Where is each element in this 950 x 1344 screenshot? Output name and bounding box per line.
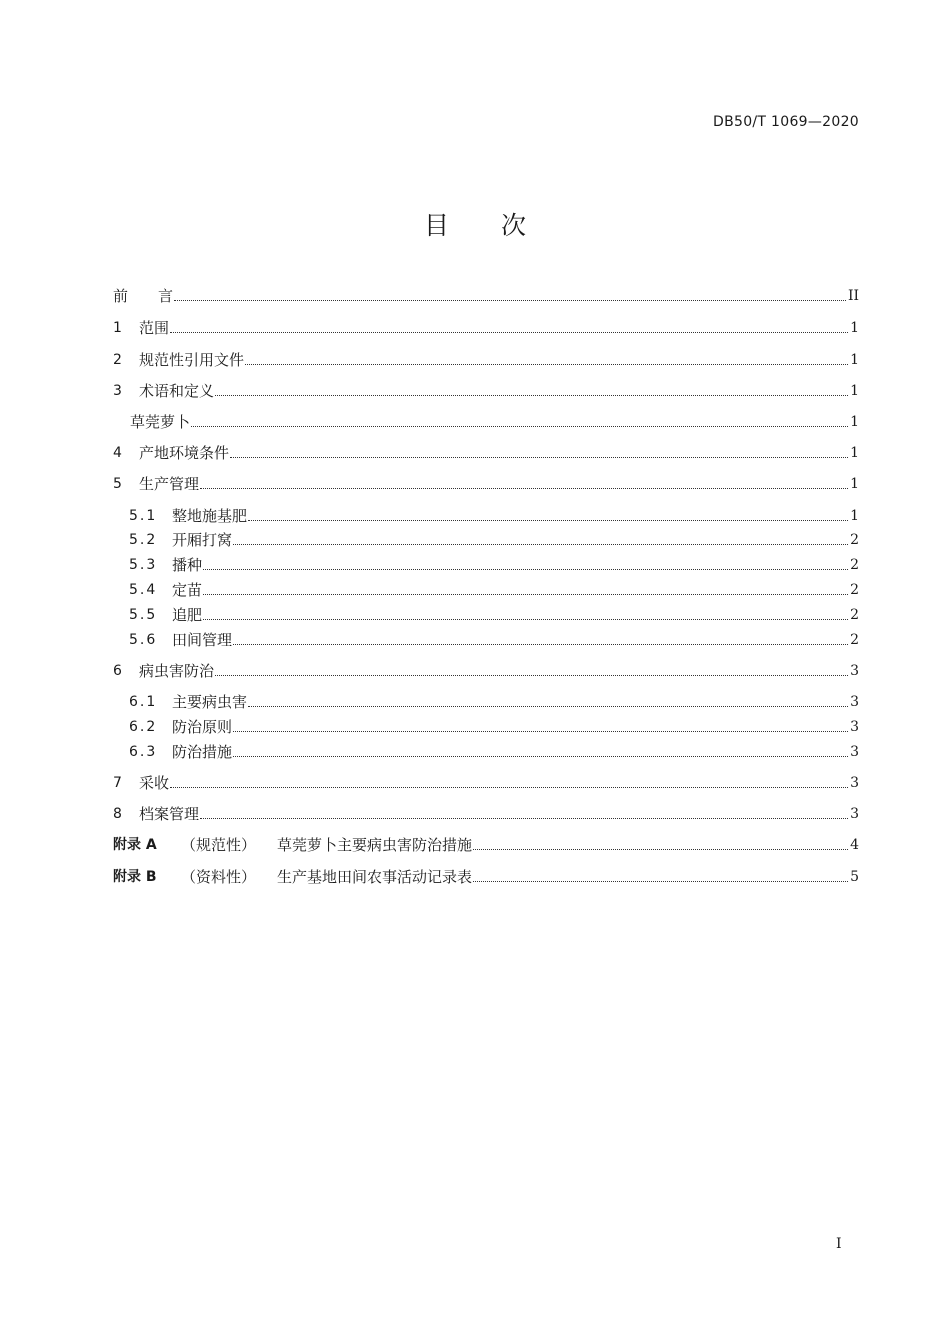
toc-number: 2 [113, 352, 122, 368]
toc-label: 防治措施 [172, 743, 233, 761]
toc-entry-6-1[interactable] [113, 692, 859, 712]
toc-label: 主要病虫害 [172, 693, 248, 711]
toc-page: 2 [850, 607, 859, 623]
toc-label: 生产基地田间农事活动记录表 [277, 868, 473, 886]
toc-entry-4[interactable] [113, 443, 859, 463]
toc-page: 3 [850, 775, 859, 791]
toc-label: 草莞萝卜主要病虫害防治措施 [277, 836, 473, 854]
title-char-2: 次 [501, 211, 527, 240]
toc-entry-7[interactable] [113, 773, 859, 793]
appendix-type: （规范性） [181, 836, 257, 854]
toc-label: 范围 [139, 319, 170, 337]
toc-label: 规范性引用文件 [139, 351, 245, 369]
toc-entry-5-6[interactable] [113, 630, 859, 650]
leader-dots [200, 818, 848, 819]
toc-number: 5.5 [129, 607, 158, 623]
page-number: I [836, 1236, 842, 1252]
toc-entry-2[interactable] [113, 350, 859, 370]
toc-label: 档案管理 [139, 805, 200, 823]
toc-number: 6.3 [129, 744, 158, 760]
toc-entry-5-5[interactable] [113, 605, 859, 625]
toc-label: 生产管理 [139, 475, 200, 493]
leader-dots [233, 544, 848, 545]
toc-page: 2 [850, 532, 859, 548]
toc-number: 5.6 [129, 632, 158, 648]
toc-page: 1 [850, 445, 859, 461]
leader-dots [191, 426, 848, 427]
toc-number: 5.1 [129, 508, 158, 524]
toc-label: 防治原则 [172, 718, 233, 736]
leader-dots [170, 332, 848, 333]
toc-label: 草莞萝卜 [130, 413, 191, 431]
toc-number: 5.2 [129, 532, 158, 548]
toc-page: 1 [850, 320, 859, 336]
toc-page: II [847, 288, 859, 304]
toc-label: 定苗 [172, 581, 203, 599]
toc-number: 7 [113, 775, 122, 791]
toc-entry-5-1[interactable] [113, 506, 859, 526]
toc-label: 播种 [172, 556, 203, 574]
toc-label: 田间管理 [172, 631, 233, 649]
toc-label: 病虫害防治 [139, 662, 215, 680]
toc-number: 6.2 [129, 719, 158, 735]
leader-dots [203, 619, 848, 620]
toc-entry-3-term[interactable] [113, 412, 859, 432]
toc-page: 1 [850, 352, 859, 368]
toc-label: 术语和定义 [139, 382, 215, 400]
page-title [0, 206, 950, 242]
toc-label: 前 言 [113, 287, 174, 305]
toc-entry-6[interactable] [113, 661, 859, 681]
document-code: DB50/T 1069—2020 [713, 114, 859, 130]
toc-page: 1 [850, 508, 859, 524]
toc-entry-3[interactable] [113, 381, 859, 401]
toc-entry-5-3[interactable] [113, 555, 859, 575]
toc-label: 整地施基肥 [172, 507, 248, 525]
toc-number: 1 [113, 320, 122, 336]
toc-page: 3 [850, 719, 859, 735]
toc-page: 3 [850, 663, 859, 679]
leader-dots [473, 881, 848, 882]
appendix-tag: 附录 A [113, 837, 157, 853]
toc-number: 5 [113, 476, 122, 492]
toc-entry-5-2[interactable] [113, 530, 859, 550]
appendix-tag: 附录 B [113, 869, 157, 885]
toc-number: 6 [113, 663, 122, 679]
toc-page: 2 [850, 582, 859, 598]
toc-page: 3 [850, 744, 859, 760]
leader-dots [230, 457, 848, 458]
toc-entry-appendix-a[interactable] [113, 835, 859, 855]
title-char-1: 目 [423, 211, 449, 240]
leader-dots [215, 675, 848, 676]
toc-page: 2 [850, 632, 859, 648]
leader-dots [248, 706, 848, 707]
leader-dots [203, 569, 848, 570]
leader-dots [200, 488, 848, 489]
appendix-type: （资料性） [181, 868, 257, 886]
toc-number: 3 [113, 383, 122, 399]
toc-label: 产地环境条件 [139, 444, 230, 462]
toc-entry-1[interactable] [113, 318, 859, 338]
leader-dots [233, 731, 848, 732]
toc-label: 采收 [139, 774, 170, 792]
toc-page: 1 [850, 476, 859, 492]
toc-number: 8 [113, 806, 122, 822]
toc-page: 1 [850, 383, 859, 399]
toc-number: 4 [113, 445, 122, 461]
toc-page: 3 [850, 694, 859, 710]
toc-label: 开厢打窝 [172, 531, 233, 549]
toc-page: 3 [850, 806, 859, 822]
toc-page: 2 [850, 557, 859, 573]
toc-entry-8[interactable] [113, 804, 859, 824]
toc-entry-5-4[interactable] [113, 580, 859, 600]
toc-number: 5.4 [129, 582, 158, 598]
leader-dots [174, 300, 846, 301]
leader-dots [473, 849, 848, 850]
toc-number: 5.3 [129, 557, 158, 573]
toc-entry-appendix-b[interactable] [113, 867, 859, 887]
toc-label: 追肥 [172, 606, 203, 624]
leader-dots [233, 756, 848, 757]
toc-number: 6.1 [129, 694, 158, 710]
toc-page: 5 [850, 869, 859, 885]
leader-dots [170, 787, 848, 788]
toc-entry-preface[interactable] [113, 286, 859, 306]
leader-dots [203, 594, 848, 595]
leader-dots [245, 364, 848, 365]
toc-entry-5[interactable] [113, 474, 859, 494]
leader-dots [248, 520, 848, 521]
toc-page: 1 [850, 414, 859, 430]
toc-entry-6-2[interactable] [113, 717, 859, 737]
leader-dots [233, 644, 848, 645]
leader-dots [215, 395, 848, 396]
toc-entry-6-3[interactable] [113, 742, 859, 762]
toc-page: 4 [850, 837, 859, 853]
